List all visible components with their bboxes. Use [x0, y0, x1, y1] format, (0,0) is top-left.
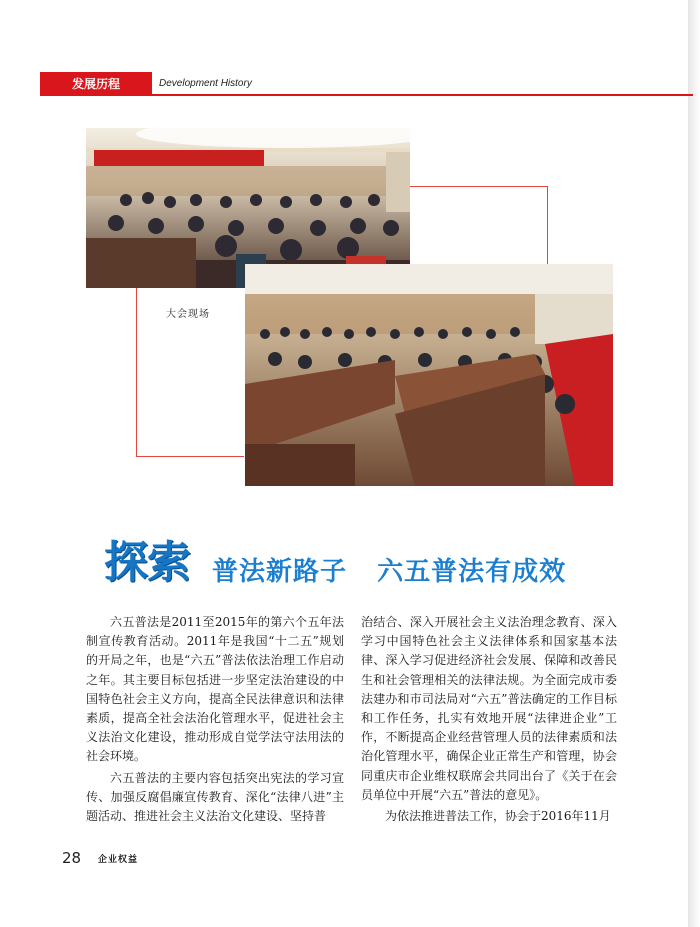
body-paragraph: 为依法推进普法工作，协会于2016年11月 — [385, 809, 611, 824]
section-title-cn: 发展历程 — [71, 77, 120, 91]
body-column-left — [86, 613, 344, 828]
headline-title: 普法新路子 六五普法有成效 — [212, 557, 567, 587]
body-paragraph: 六五普法的主要内容包括突出宪法的学习宣传、加强反腐倡廉宣传教育、深化“法律八进”主题活动、推进社会主义法治文化建设、坚持普 — [86, 770, 344, 824]
photo-frame-right — [547, 186, 548, 264]
page-edge-shadow — [688, 0, 700, 927]
section-title-en: Development History — [159, 78, 252, 89]
page-number: 28 — [62, 849, 82, 867]
photo-frame-left — [136, 266, 137, 456]
magazine-name: 企业权益 — [98, 855, 139, 865]
body-column-right — [361, 613, 617, 828]
body-paragraph: 治结合、深入开展社会主义法治理念教育、深入学习中国特色社会主义法律体系和国家基本法律、深入学习促进经济社会发展、保障和改善民生和社会管理相关的法律法规。为全面完成市委法建办和市司法局对“六五”普法确定的工作目标和工作任务，扎实有效地开展“法律进企业”工作，不断提高企业经营管理人员的法律素质和法治化管理水平，确保企业正常生产和管理，协会同重庆市企业维权联席会共同出台了《关于在会员单位中开展“六五”普法的意见》。 — [361, 615, 617, 802]
header-rule — [152, 94, 693, 96]
conference-photo-2 — [245, 264, 613, 486]
headline-emphasis: 探索 — [104, 537, 190, 588]
photo-frame-top — [410, 186, 547, 187]
photo-frame-bottom — [136, 456, 244, 457]
photo-caption: 大会现场 — [166, 309, 210, 320]
body-paragraph: 六五普法是2011至2015年的第六个五年法制宣传教育活动。2011年是我国“十二五”规划的开局之年，也是“六五”普法依法治理工作启动之年。其主要目标包括进一步坚定法治建设的中国特色社会主义方向，提高全民法律意识和法律素质，提高全社会法治化管理水平，促进社会主义法治文化建设，推动形成自觉学法守法用法的社会环境。 — [86, 615, 344, 764]
